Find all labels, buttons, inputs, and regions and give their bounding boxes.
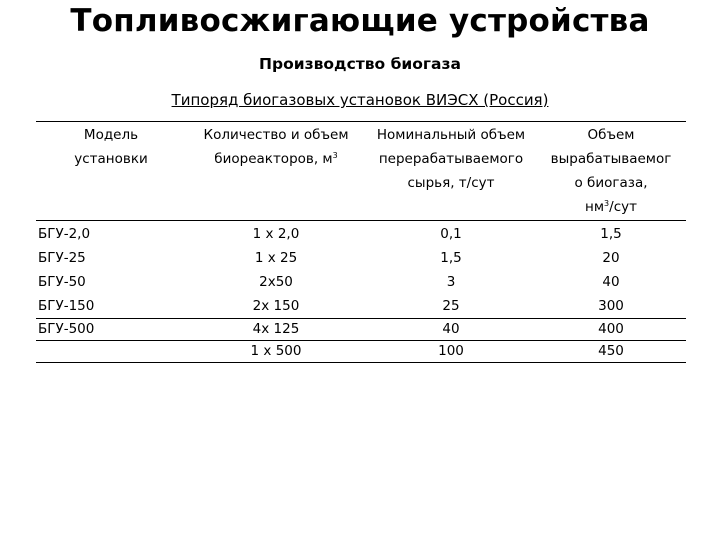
cell-input: 0,1 — [440, 226, 462, 242]
header-input-line: сырья, т/сут — [407, 175, 495, 191]
cell-model: БГУ-500 — [38, 321, 95, 337]
table-caption: Типоряд биогазовых установок ВИЭСХ (Россия) — [171, 91, 549, 109]
cell-reactor: 1 х 500 — [250, 343, 302, 359]
cell-input: 100 — [438, 343, 464, 359]
header-output-line — [536, 196, 686, 220]
cell-output: 300 — [598, 298, 624, 314]
cell-output: 400 — [598, 321, 624, 337]
cell-output: 450 — [598, 343, 624, 359]
header-output-line: вырабатываемог — [550, 151, 672, 167]
cell-reactor: 2х50 — [259, 274, 293, 290]
cell-output: 20 — [602, 250, 620, 266]
cell-input: 3 — [446, 274, 456, 290]
header-reactors-sup: 3 — [332, 151, 338, 160]
header-model-line: установки — [74, 151, 148, 167]
header-input-line: перерабатываемого — [378, 151, 524, 167]
cell-reactor: 1 х 25 — [254, 250, 298, 266]
header-output-line: Объем — [587, 127, 635, 143]
cell-model: БГУ-25 — [38, 250, 86, 266]
cell-output: 1,5 — [600, 226, 622, 242]
biogas-units-table — [36, 121, 686, 363]
table-row — [36, 341, 686, 363]
header-reactors-line — [186, 148, 366, 172]
header-output-sup: 3 — [604, 199, 610, 208]
header-reactors — [186, 122, 366, 221]
cell-inputs — [366, 221, 536, 319]
table-header-row — [36, 122, 686, 221]
header-output-line: о биогаза, — [574, 175, 648, 191]
cell-model: БГУ-50 — [38, 274, 86, 290]
cell-reactor: 2х 150 — [252, 298, 300, 314]
cell-reactors — [186, 221, 366, 319]
header-reactors-line: Количество и объем — [203, 127, 349, 143]
cell-output: 40 — [602, 274, 620, 290]
header-model-line: Модель — [83, 127, 139, 143]
header-input-line: Номинальный объем — [376, 127, 526, 143]
cell-input: 1,5 — [440, 250, 462, 266]
cell-model: БГУ-2,0 — [38, 226, 91, 242]
cell-model — [36, 341, 186, 363]
header-input — [366, 122, 536, 221]
header-model — [36, 122, 186, 221]
page-subtitle: Производство биогаза — [259, 55, 461, 73]
cell-reactor: 1 х 2,0 — [252, 226, 300, 242]
cell-reactor: 4х 125 — [252, 321, 300, 337]
page-title: Топливосжигающие устройства — [70, 3, 650, 39]
header-reactors-unit: биореакторов, м — [214, 151, 333, 167]
header-output — [536, 122, 686, 221]
header-output-unit: нм — [585, 199, 605, 215]
table-row — [36, 319, 686, 341]
cell-input: 40 — [442, 321, 460, 337]
header-output-unit-tail: /сут — [609, 199, 637, 215]
table-row-group — [36, 221, 686, 319]
cell-outputs — [536, 221, 686, 319]
cell-model: БГУ-150 — [38, 298, 95, 314]
cell-models — [36, 221, 186, 319]
cell-input: 25 — [442, 298, 460, 314]
